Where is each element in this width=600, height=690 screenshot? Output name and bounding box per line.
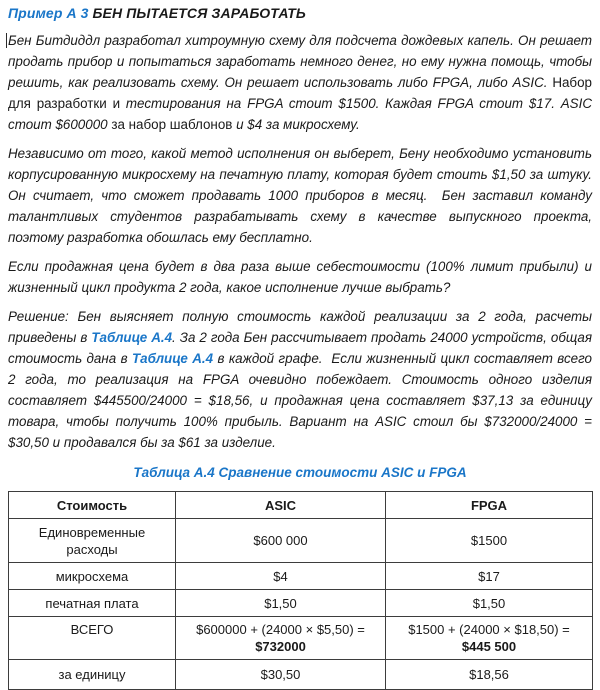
paragraph-intro [8,30,592,135]
total-asic-value: $732000 [255,639,306,654]
paragraph-solution [8,306,592,453]
text-run: Если продажная цена будет в два раза выше себестоимости (100% лимит прибыли) и жизненный цикл продукта 2 года, какое исполнение лучше выбрать? [8,259,592,295]
text-run: тестирования на FPGA стоит $1500. Каждая FPGA стоит $17. ASIC стоит $600000 [8,96,592,132]
col-header-asic: ASIC [176,492,386,519]
text-run: Решение: Бен выясняет полную стоимость каждой реализации за 2 года, расчеты приведены в [8,309,592,345]
text-run: . За 2 года Бен рассчитывает продать 24000 устройств, общая стоимость дана в [8,330,592,366]
cell-pcb-fpga: $1,50 [386,590,593,617]
document-page [8,5,592,690]
table-reference-link[interactable]: Таблице А.4 [91,330,173,345]
paragraph-assembly [8,143,592,248]
cell-chip-label: микросхема [9,563,176,590]
text-run: Бен Битдиддл разработал хитроумную схему для подсчета дождевых капель. Он решает продать прибор и попытаться заработать немного денег, но ему нужна помощь, чтобы решить, как реализовать схему. Он решает использовать либо FPGA, либо ASIC. [8,33,592,90]
table-header-row [9,492,593,519]
table-row-chip [9,563,593,590]
paragraph-question [8,256,592,298]
table-reference-link[interactable]: Таблице А.4 [131,351,214,366]
cell-nre-fpga: $1500 [386,519,593,563]
cell-total-label: ВСЕГО [9,617,176,660]
cell-nre-label [9,519,176,563]
table-row-total [9,617,593,660]
cell-total-fpga [386,617,593,660]
cell-pcb-asic: $1,50 [176,590,386,617]
example-heading [8,5,592,21]
cell-unit-label: за единицу [9,660,176,690]
cell-nre-asic: $600 000 [176,519,386,563]
cell-total-asic [176,617,386,660]
text-run: в каждой графе. Если жизненный цикл составляет всего 2 года, то реализация на FPGA очевидно побеждает. Стоимость одного изделия составляет $445500/24000 = $18,56, и продажная цена составляет $37,13 за единицу товара, чтобы получить 100% прибыль. Вариант на ASIC стоил бы $732000/24000 = $30,50 и продавался бы за $61 за изделие. [8,351,592,450]
cell-unit-asic: $30,50 [176,660,386,690]
table-caption: Таблица А.4 Сравнение стоимости ASIC и FPGA [133,465,467,480]
text-cursor [6,33,7,48]
text-run: Независимо от того, какой метод исполнения он выберет, Бену необходимо установить корпусированную микросхему на печатную плату, которая будет стоить $1,50 за штуку. Он считает, что сможет продавать 1000 приборов в месяц. Бен заставил команду талантливых студентов разрабатывать схему в качестве выпускного проекта, поэтому разработка обошлась ему бесплатно. [8,146,592,245]
cost-comparison-table [8,491,593,690]
col-header-fpga: FPGA [386,492,593,519]
table-row-unit [9,660,593,690]
total-fpga-formula: $1500 + (24000 × $18,50) = [408,622,570,637]
cell-chip-fpga: $17 [386,563,593,590]
cell-unit-fpga: $18,56 [386,660,593,690]
table-row-nre [9,519,593,563]
cell-nre-label-text: Единовременные расходы [38,524,146,557]
table-row-pcb [9,590,593,617]
total-fpga-value: $445 500 [461,639,517,654]
example-title: БЕН ПЫТАЕТСЯ ЗАРАБОТАТЬ [92,5,306,21]
col-header-cost: Стоимость [9,492,176,519]
text-run: за набор шаблонов [111,117,237,132]
total-asic-formula: $600000 + (24000 × $5,50) = [196,622,365,637]
text-run: и $4 за микросхему. [236,117,360,132]
text-run: Набор для разработки и [8,75,592,111]
cell-chip-asic: $4 [176,563,386,590]
example-label: Пример А 3 [8,5,89,21]
cell-pcb-label: печатная плата [9,590,176,617]
